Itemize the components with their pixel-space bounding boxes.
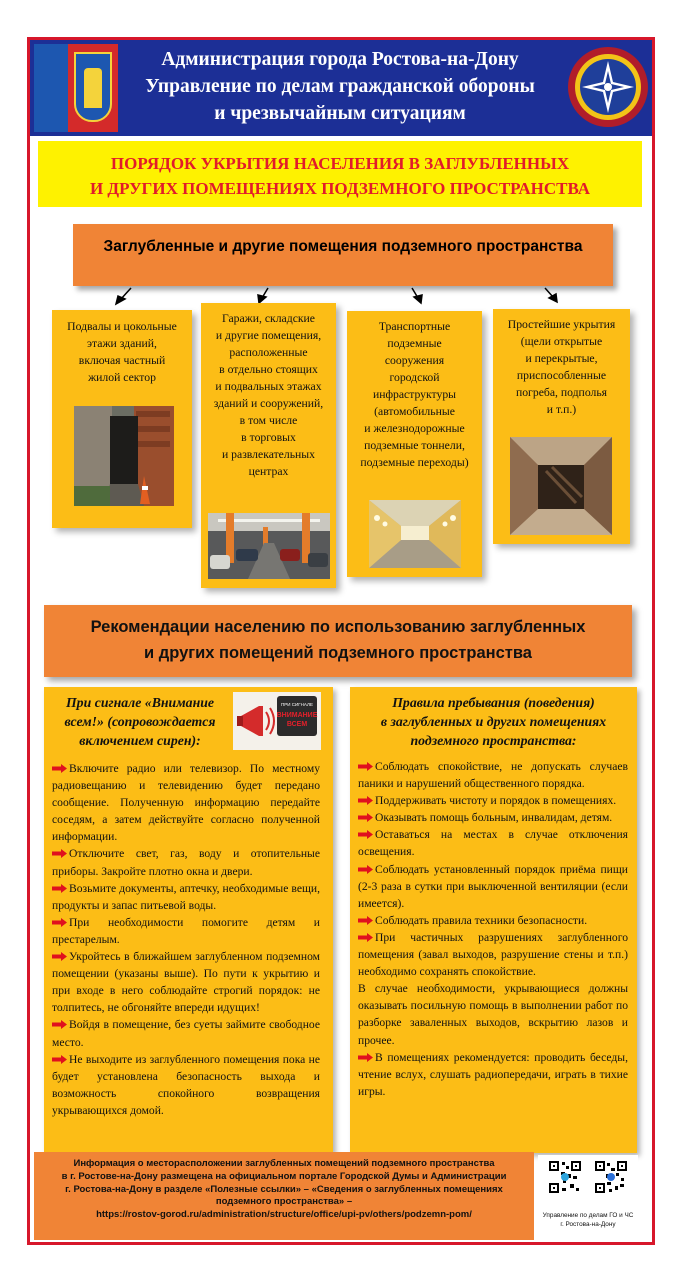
list-item	[52, 914, 320, 948]
card-line: (щели открытые	[520, 335, 603, 348]
list-item	[358, 912, 628, 929]
category-card-shelters-text	[495, 316, 628, 418]
recommendations-title	[44, 614, 632, 666]
list-item-text: При частичных разрушениях заглубленного помещения (завал выходов, разрушение стены и т.п.) необходимо сохранять спокойствие.	[358, 930, 628, 979]
card-line: и т.п.)	[546, 403, 577, 416]
list-item-text: Отключите свет, газ, воду и отопительные приборы. Закройте плотно окна и двери.	[52, 847, 320, 878]
list-item-extra	[358, 980, 628, 1048]
card-line: расположенные	[229, 346, 308, 359]
red-arrow-icon	[358, 813, 373, 822]
card-line: в том числе	[239, 414, 298, 427]
basement-photo	[74, 406, 174, 506]
left-panel-list	[52, 760, 320, 1119]
list-item	[52, 845, 320, 879]
card-line: городской	[389, 371, 440, 384]
red-arrow-icon	[358, 762, 373, 771]
red-arrow-icon	[52, 1020, 67, 1029]
list-item-text: Оказывать помощь больным, инвалидам, детям.	[375, 811, 613, 825]
list-item	[52, 1051, 320, 1119]
card-line: приспособленные	[516, 369, 607, 382]
card-line: и развлекательных	[221, 448, 315, 461]
qr-caption-line: Управление по делам ГО и ЧС	[542, 1212, 634, 1219]
mchs-emblem-icon	[566, 44, 650, 130]
card-line: и подвальных этажах	[215, 380, 322, 393]
heading-line: в заглубленных и других помещениях	[380, 714, 607, 729]
rostov-coat-of-arms-icon	[34, 44, 118, 132]
list-item	[358, 826, 628, 860]
list-item	[52, 760, 320, 845]
sign-line-1: ПРИ СИГНАЛЕ	[281, 702, 313, 707]
footer-line: г. Ростова-на-Дону в разделе «Полезные ссылки» – «Сведения о заглубленных помещениях	[65, 1183, 503, 1195]
list-item	[358, 758, 628, 792]
list-item-text: Соблюдать установленный порядок приёма пищи (2-3 раза в сутки при выключенной вентиляции (если имеется).	[358, 862, 628, 910]
category-arrows	[0, 285, 682, 309]
card-line: погреба, подполья	[515, 386, 608, 399]
red-arrow-icon	[358, 916, 373, 925]
right-panel-list	[358, 758, 628, 1100]
card-line: зданий и сооружений,	[213, 397, 324, 410]
heading-line: подземного пространства:	[410, 733, 577, 748]
category-card-transport-text	[349, 318, 480, 471]
card-line: и перекрытые,	[525, 352, 598, 365]
footer-line: в г. Ростове-на-Дону размещена на официальном портале Городской Думы и Администрации	[61, 1170, 507, 1182]
footer-info-text	[48, 1158, 520, 1222]
red-arrow-icon	[358, 1053, 373, 1062]
right-panel-heading	[352, 693, 635, 750]
list-item	[358, 861, 628, 912]
header-line-2: Управление по делам гражданской обороны	[145, 76, 535, 97]
header-line-1: Администрация города Ростова-на-Дону	[161, 49, 519, 70]
card-line: и другие помещения,	[215, 329, 322, 342]
list-item	[52, 1016, 320, 1050]
sign-line-2: ВНИМАНИЕ	[276, 712, 318, 719]
footer-link[interactable]: https://rostov-gorod.ru/administration/structure/office/upi-pv/others/podzemn-pom/	[96, 1209, 472, 1221]
card-line: подземные	[387, 337, 442, 350]
red-arrow-icon	[52, 849, 67, 858]
footer-line: подземного пространства» –	[215, 1196, 353, 1208]
card-line: Простейшие укрытия	[507, 318, 616, 331]
left-panel-heading	[50, 693, 230, 750]
card-line: в торговых	[241, 431, 296, 444]
list-item-text: Укройтесь в ближайшем заглубленном подземном помещении (указаны выше). По пути к укрытию и при входе в него соблюдайте строгий порядок: не толпитесь, не обгоняйте впереди идущих!	[52, 950, 320, 1015]
red-arrow-icon	[52, 918, 67, 927]
qr-code-vk-icon[interactable]	[594, 1160, 628, 1194]
header-title	[130, 46, 550, 127]
card-line: (автомобильные	[374, 405, 455, 418]
red-arrow-icon	[52, 764, 67, 773]
heading-line: включением сирен):	[79, 733, 201, 748]
red-arrow-icon	[358, 933, 373, 942]
card-line: подземные тоннели,	[364, 439, 465, 452]
title-line-1: ПОРЯДОК УКРЫТИЯ НАСЕЛЕНИЯ В ЗАГЛУБЛЕННЫХ	[110, 154, 570, 173]
header-line-3: и чрезвычайным ситуациям	[214, 103, 466, 124]
list-item-text: Включите радио или телевизор. По местному радиовещанию и телевидению будет передано сообщение. Полученную информацию передайте соседям, а затем действуйте согласно полученной информации.	[52, 762, 320, 844]
heading-line: При сигнале «Внимание	[65, 695, 215, 710]
list-item-text: Соблюдать правила техники безопасности.	[375, 913, 588, 927]
list-item-text: Войдя в помещение, без суеты займите свободное место.	[52, 1018, 320, 1049]
list-item	[358, 792, 628, 809]
card-line: подземные переходы)	[360, 456, 469, 469]
cellar-photo	[510, 437, 612, 535]
card-line: центрах	[248, 465, 289, 478]
heading-line: всем!» (сопровождается	[64, 714, 216, 729]
red-arrow-icon	[358, 796, 373, 805]
heading-line: Правила пребывания (поведения)	[392, 695, 595, 710]
qr-code-telegram-icon[interactable]	[548, 1160, 582, 1194]
card-line: и железнодорожные	[364, 422, 465, 435]
card-line: Транспортные	[378, 320, 451, 333]
qr-caption-line: г. Ростова-на-Дону	[560, 1220, 616, 1228]
card-line: Подвалы и цокольные	[67, 320, 177, 333]
list-item-text: Возьмите документы, аптечку, необходимые вещи, продукты и запас питьевой воды.	[52, 881, 320, 912]
list-item	[358, 1049, 628, 1100]
list-item-text: При необходимости помогите детям и престарелым.	[52, 915, 320, 946]
card-line: Гаражи, складские	[222, 312, 315, 325]
list-item-text: Соблюдать спокойствие, не допускать случаев паники и нарушений общественного порядка.	[358, 760, 628, 791]
list-item	[358, 809, 628, 826]
list-item	[358, 929, 628, 980]
card-line: жилой сектор	[88, 371, 156, 384]
list-item-text: В случае необходимости, укрывающиеся должны оказывать посильную помощь в выполнении работ по разборке заваленных выходов, вскрытию лазов и прочее.	[358, 982, 628, 1047]
categories-banner-text: Заглубленные и другие помещения подземного пространства	[103, 238, 583, 255]
qr-caption	[540, 1212, 636, 1229]
recommendations-line-1: Рекомендации населению по использованию заглубленных	[90, 618, 586, 636]
title-line-2: И ДРУГИХ ПОМЕЩЕНИЯХ ПОДЗЕМНОГО ПРОСТРАНСТВА	[89, 179, 591, 198]
list-item-text: Оставаться на местах в случае отключения освещения.	[358, 828, 628, 859]
red-arrow-icon	[358, 830, 373, 839]
card-line: инфраструктуры	[372, 388, 457, 401]
garage-photo	[208, 513, 330, 579]
sign-line-3: ВСЕМ	[286, 721, 308, 728]
red-arrow-icon	[52, 952, 67, 961]
list-item-text: В помещениях рекомендуется: проводить беседы, чтение вслух, слушать радиопередачи, играть в тихие игры.	[358, 1050, 628, 1098]
card-line: в отдельно стоящих	[219, 363, 318, 376]
card-line: сооружения	[384, 354, 445, 367]
red-arrow-icon	[52, 884, 67, 893]
list-item	[52, 948, 320, 1016]
footer-line: Информация о месторасположении заглубленных помещений подземного пространства	[73, 1158, 495, 1169]
red-arrow-icon	[52, 1055, 67, 1064]
tunnel-photo	[369, 500, 461, 568]
recommendations-line-2: и других помещений подземного пространства	[144, 644, 532, 662]
list-item	[52, 880, 320, 914]
page-title	[38, 151, 642, 201]
category-card-garages-text	[203, 310, 334, 480]
red-arrow-icon	[358, 865, 373, 874]
list-item-text: Поддерживать чистоту и порядок в помещениях.	[375, 794, 617, 808]
card-line: этажи зданий,	[87, 337, 157, 350]
list-item-text: Не выходите из заглубленного помещения пока не будет установлена безопасность выхода и возможность спокойного возвращения укрывающихся домой.	[52, 1052, 320, 1117]
card-line: включая частный	[78, 354, 166, 367]
category-card-basements-text	[55, 318, 189, 386]
megaphone-sign-icon	[233, 692, 321, 750]
